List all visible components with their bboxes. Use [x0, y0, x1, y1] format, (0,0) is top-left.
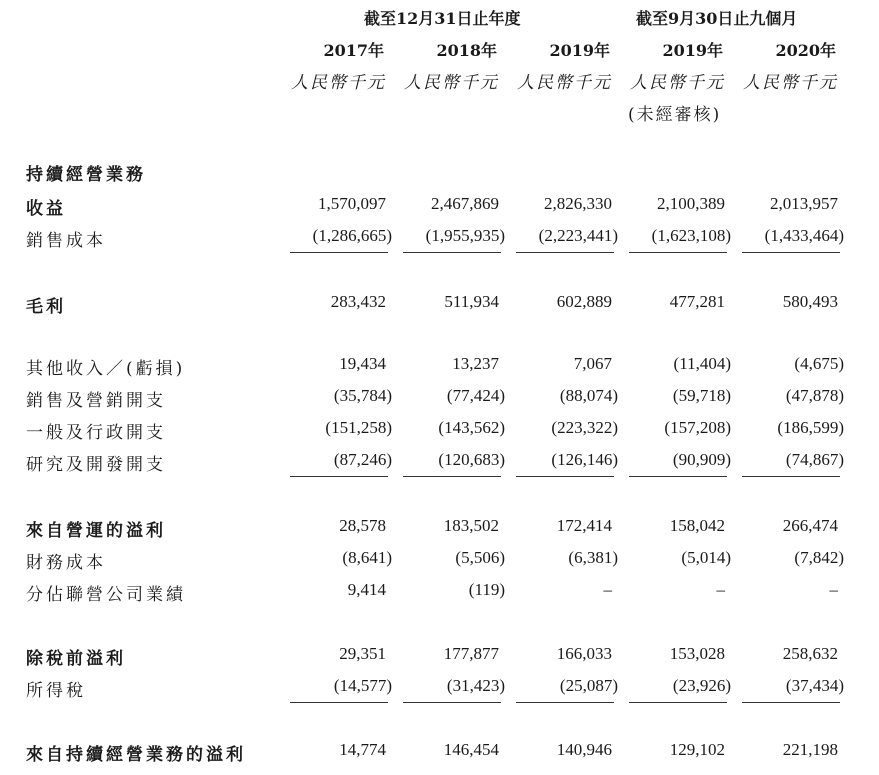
row-value: 140,946: [556, 740, 612, 759]
row-label: 來自營運的溢利: [26, 521, 166, 541]
subtotal-rule: [403, 702, 501, 703]
row-value: (35,784): [333, 386, 392, 405]
row-label: 所得稅: [26, 681, 86, 701]
row-value: (11,404): [673, 354, 731, 373]
subtotal-rule: [516, 476, 614, 477]
year-col-4: 2019年: [662, 41, 723, 60]
unit-col-4: 人民幣千元: [630, 73, 725, 93]
year-col-5: 2020年: [775, 41, 836, 60]
row-value: (90,909): [672, 450, 731, 469]
row-value: 9,414: [347, 580, 386, 599]
subtotal-rule: [290, 702, 388, 703]
row-value: 166,033: [556, 644, 612, 663]
unaudited-note: (未經審核): [628, 105, 722, 125]
subtotal-rule: [290, 476, 388, 477]
row-value: 7,067: [573, 354, 612, 373]
subtotal-rule: [629, 252, 727, 253]
row-value: (186,599): [777, 418, 844, 437]
row-value: 2,467,869: [431, 194, 499, 213]
row-value: (25,087): [559, 676, 618, 695]
row-value: 146,454: [443, 740, 499, 759]
row-label: 銷售及營銷開支: [26, 391, 166, 411]
row-value: (4,675): [794, 354, 844, 373]
row-value: (6,381): [568, 548, 618, 567]
year-col-2: 2018年: [436, 41, 497, 60]
row-value: (14,577): [333, 676, 392, 695]
row-label: 分佔聯營公司業績: [26, 585, 186, 605]
row-value: (31,423): [446, 676, 505, 695]
row-value: 29,351: [339, 644, 386, 663]
row-value: 19,434: [339, 354, 386, 373]
subtotal-rule: [742, 476, 840, 477]
row-value: 153,028: [669, 644, 725, 663]
row-value: 477,281: [669, 292, 725, 311]
unit-col-2: 人民幣千元: [404, 73, 499, 93]
row-label: 收益: [26, 199, 66, 219]
row-value: (151,258): [325, 418, 392, 437]
row-value: 2,100,389: [657, 194, 725, 213]
row-label: 來自持續經營業務的溢利: [26, 745, 246, 765]
row-value: –: [829, 580, 838, 599]
row-label: 研究及開發開支: [26, 455, 166, 475]
row-value: (77,424): [446, 386, 505, 405]
row-value: (5,506): [455, 548, 505, 567]
row-value: 2,013,957: [770, 194, 838, 213]
unit-col-5: 人民幣千元: [743, 73, 838, 93]
row-value: (59,718): [672, 386, 731, 405]
unit-col-3: 人民幣千元: [517, 73, 612, 93]
period-header-nine-months: 截至9月30日止九個月: [636, 9, 798, 28]
row-value: (8,641): [342, 548, 392, 567]
row-label: 毛利: [26, 297, 66, 317]
row-label: 除稅前溢利: [26, 649, 126, 669]
row-value: (47,878): [785, 386, 844, 405]
row-label: 其他收入／(虧損): [26, 359, 186, 379]
subtotal-rule: [742, 252, 840, 253]
row-value: 602,889: [556, 292, 612, 311]
subtotal-rule: [403, 476, 501, 477]
row-value: 172,414: [556, 516, 612, 535]
row-value: (120,683): [438, 450, 505, 469]
row-value: 14,774: [339, 740, 386, 759]
year-col-1: 2017年: [323, 41, 384, 60]
row-value: 511,934: [444, 292, 499, 311]
row-value: 28,578: [339, 516, 386, 535]
subtotal-rule: [629, 476, 727, 477]
subtotal-rule: [742, 702, 840, 703]
row-value: (119): [468, 580, 505, 599]
year-col-3: 2019年: [549, 41, 610, 60]
subtotal-rule: [629, 702, 727, 703]
row-value: –: [716, 580, 725, 599]
row-value: 177,877: [443, 644, 499, 663]
row-value: (88,074): [559, 386, 618, 405]
row-value: (23,926): [672, 676, 731, 695]
subtotal-rule: [516, 702, 614, 703]
row-value: (143,562): [438, 418, 505, 437]
row-value: 183,502: [443, 516, 499, 535]
row-value: (87,246): [333, 450, 392, 469]
row-value: 221,198: [782, 740, 838, 759]
row-value: (126,146): [551, 450, 618, 469]
row-value: 283,432: [330, 292, 386, 311]
section-title-continuing-operations: 持續經營業務: [26, 165, 146, 185]
subtotal-rule: [516, 252, 614, 253]
row-value: (1,955,935): [425, 226, 505, 245]
row-label: 銷售成本: [26, 231, 106, 251]
row-value: 580,493: [782, 292, 838, 311]
row-label: 一般及行政開支: [26, 423, 166, 443]
row-value: 2,826,330: [544, 194, 612, 213]
row-value: 13,237: [452, 354, 499, 373]
period-header-year-end: 截至12月31日止年度: [364, 9, 521, 28]
unit-col-1: 人民幣千元: [291, 73, 386, 93]
row-value: (157,208): [664, 418, 731, 437]
row-value: (2,223,441): [538, 226, 618, 245]
row-value: 1,570,097: [318, 194, 386, 213]
row-value: (1,433,464): [764, 226, 844, 245]
row-value: (223,322): [551, 418, 618, 437]
row-value: (7,842): [794, 548, 844, 567]
row-value: 129,102: [669, 740, 725, 759]
row-value: (74,867): [785, 450, 844, 469]
subtotal-rule: [290, 252, 388, 253]
row-value: (5,014): [681, 548, 731, 567]
row-value: (1,286,665): [312, 226, 392, 245]
row-value: (1,623,108): [651, 226, 731, 245]
row-value: (37,434): [785, 676, 844, 695]
row-value: 266,474: [782, 516, 838, 535]
subtotal-rule: [403, 252, 501, 253]
row-label: 財務成本: [26, 553, 106, 573]
row-value: 158,042: [669, 516, 725, 535]
row-value: 258,632: [782, 644, 838, 663]
row-value: –: [603, 580, 612, 599]
